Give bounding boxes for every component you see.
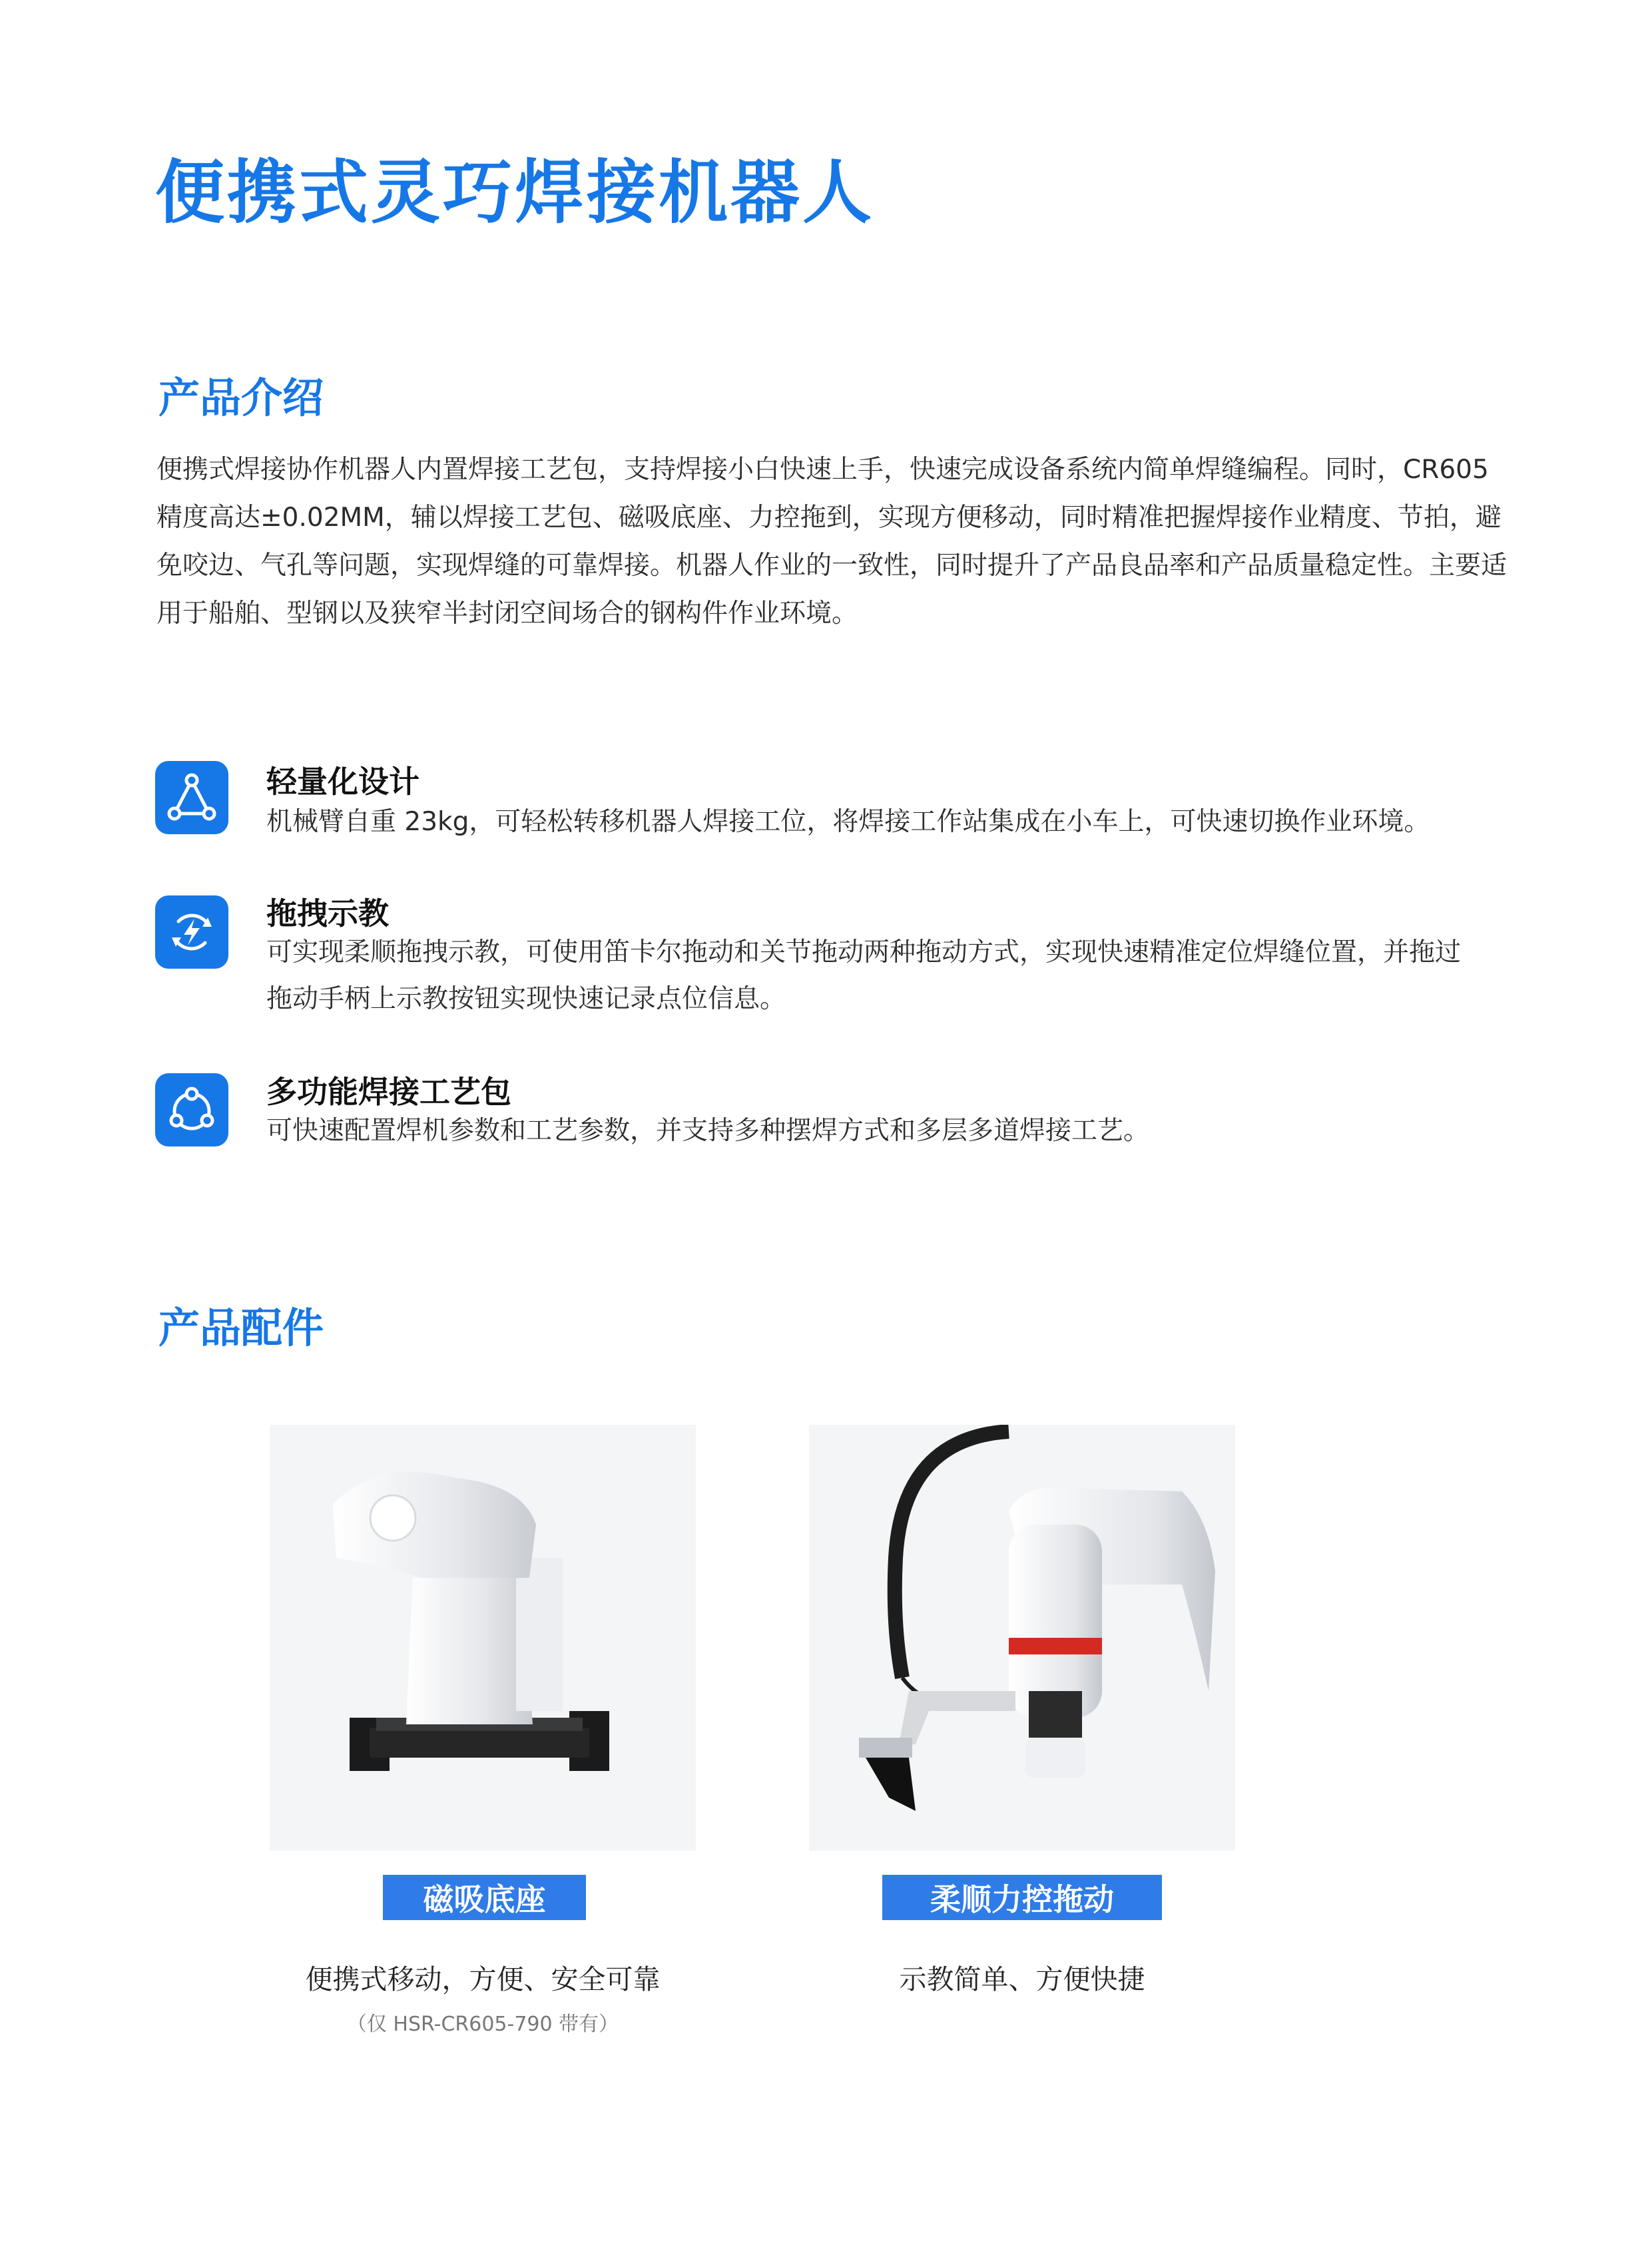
feature-desc-welding-package: 可快速配置焊机参数和工艺参数，并支持多种摆焊方式和多层多道焊接工艺。	[266, 1116, 1150, 1146]
feature-title-welding-package: 多功能焊接工艺包	[266, 1074, 511, 1110]
intro-heading: 产品介绍	[158, 374, 324, 422]
feature-desc-drag-teach: 可实现柔顺拖拽示教，可使用笛卡尔拖动和关节拖动两种拖动方式，实现快速精准定位焊缝位置，并拖过拖动手柄上示教按钮实现快速记录点位信息。	[266, 937, 1462, 1014]
page-title: 便携式灵巧焊接机器人	[155, 152, 875, 233]
triangle-nodes-icon	[155, 761, 228, 834]
lightning-cycle-icon	[155, 895, 228, 969]
caption-magnetic-base: 便携式移动，方便、安全可靠	[305, 1963, 661, 1995]
accessories-heading: 产品配件	[158, 1304, 324, 1352]
caption-force-control: 示教简单、方便快捷	[899, 1963, 1145, 1995]
circle-nodes-icon	[155, 1073, 228, 1146]
tag-magnetic-base: 磁吸底座	[383, 1875, 586, 1920]
note-magnetic-base: （仅 HSR-CR605-790 带有）	[346, 2013, 619, 2036]
robot-force-control-photo	[809, 1425, 1235, 1851]
robot-magnetic-base-photo	[270, 1425, 696, 1851]
intro-paragraph: 便携式焊接协作机器人内置焊接工艺包，支持焊接小白快速上手，快速完成设备系统内简单焊缝编程。同时，CR605精度高达±0.02MM，辅以焊接工艺包、磁吸底座、力控拖到，实现方便移动，同时精准把握焊接作业精度、节拍，避免咬边、气孔等问题，实现焊缝的可靠焊接。机器人作业的一致性，同时提升了产品良品率和产品质量稳定性。主要适用于船舶、型钢以及狭窄半封闭空间场合的钢构件作业环境。	[156, 455, 1508, 628]
tag-force-control: 柔顺力控拖动	[882, 1875, 1162, 1920]
feature-desc-lightweight: 机械臂自重 23kg，可轻松转移机器人焊接工位，将焊接工作站集成在小车上，可快速切换作业环境。	[266, 807, 1430, 837]
feature-title-lightweight: 轻量化设计	[266, 764, 419, 800]
feature-title-drag-teach: 拖拽示教	[266, 895, 389, 931]
